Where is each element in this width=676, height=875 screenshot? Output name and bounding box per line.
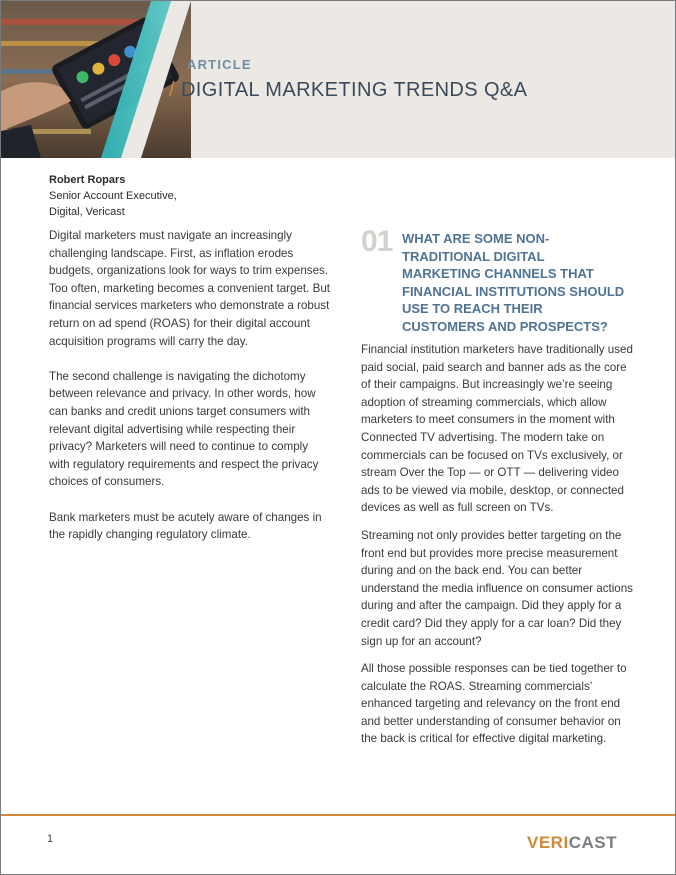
article-kicker: ARTICLE [187, 57, 252, 72]
page-number: 1 [47, 833, 54, 845]
vericast-logo [527, 833, 617, 853]
author-org: Digital, Vericast [49, 206, 125, 218]
question-number: 01 [361, 225, 393, 258]
author-block [49, 172, 177, 220]
intro-paragraph: The second challenge is navigating the dichotomy between relevance and privacy. In other words, how can banks and credit unions target consumers with relevant digital advertising while respecting their privacy? Marketers will need to continue to comply with regulatory requirements and respect the privacy choices of consumers. [49, 369, 319, 489]
answer-paragraph: All those possible responses can be tied together to calculate the ROAS. Streaming commercials’ enhanced targeting and relevancy on the front end and better understanding of consumer behavior on the back is critical for effective digital marketing. [361, 662, 627, 746]
intro-paragraph: Bank marketers must be acutely aware of changes in the rapidly changing regulatory climate. [49, 510, 322, 542]
tablet-shopping-photo [1, 1, 191, 158]
intro-column [49, 227, 331, 561]
footer-divider [1, 814, 675, 816]
author-name: Robert Ropars [49, 174, 126, 186]
logo-rest-text: CAST [568, 833, 617, 852]
article-header [1, 1, 675, 158]
article-title [169, 79, 527, 102]
logo-accent-text: VERI [527, 833, 569, 852]
answer-paragraph: Streaming not only provides better targeting on the front end but provides more precise measurement during and on the back end. You can better understand the media influence on consumer actions during and after the campaign. Did they apply for a credit card? Did they apply for a car loan? Did they sign up for an account? [361, 528, 633, 648]
answer-column [361, 341, 633, 758]
title-slash: / [169, 79, 175, 101]
article-title-text: DIGITAL MARKETING TRENDS Q&A [180, 79, 528, 101]
intro-paragraph: Digital marketers must navigate an increasingly challenging landscape. First, as inflation erodes budgets, organizations look for ways to trim expenses. Too often, marketing becomes a convenient target. But financial services marketers who demonstrate a robust return on ad spend (ROAS) for their digital account acquisition programs will carry the day. [49, 229, 330, 348]
answer-paragraph: Financial institution marketers have traditionally used paid social, paid search and banner ads as the core of their campaigns. But increasingly we’re seeing adoption of streaming commercials, which allow marketers to meet consumers in the moment with Connected TV advertising. The modern take on commercials can be focused on TVs exclusively, or stream Over the Top — or OTT — delivering video ads to be viewed via mobile, desktop, or connected devices as well as full screen on TVs. [361, 343, 633, 515]
author-role: Senior Account Executive, [49, 190, 177, 202]
question-heading: WHAT ARE SOME NON-TRADITIONAL DIGITAL MARKETING CHANNELS THAT FINANCIAL INSTITUTIONS SHOULD USE TO REACH THEIR CUSTOMERS AND PROSPECTS? [402, 231, 625, 334]
